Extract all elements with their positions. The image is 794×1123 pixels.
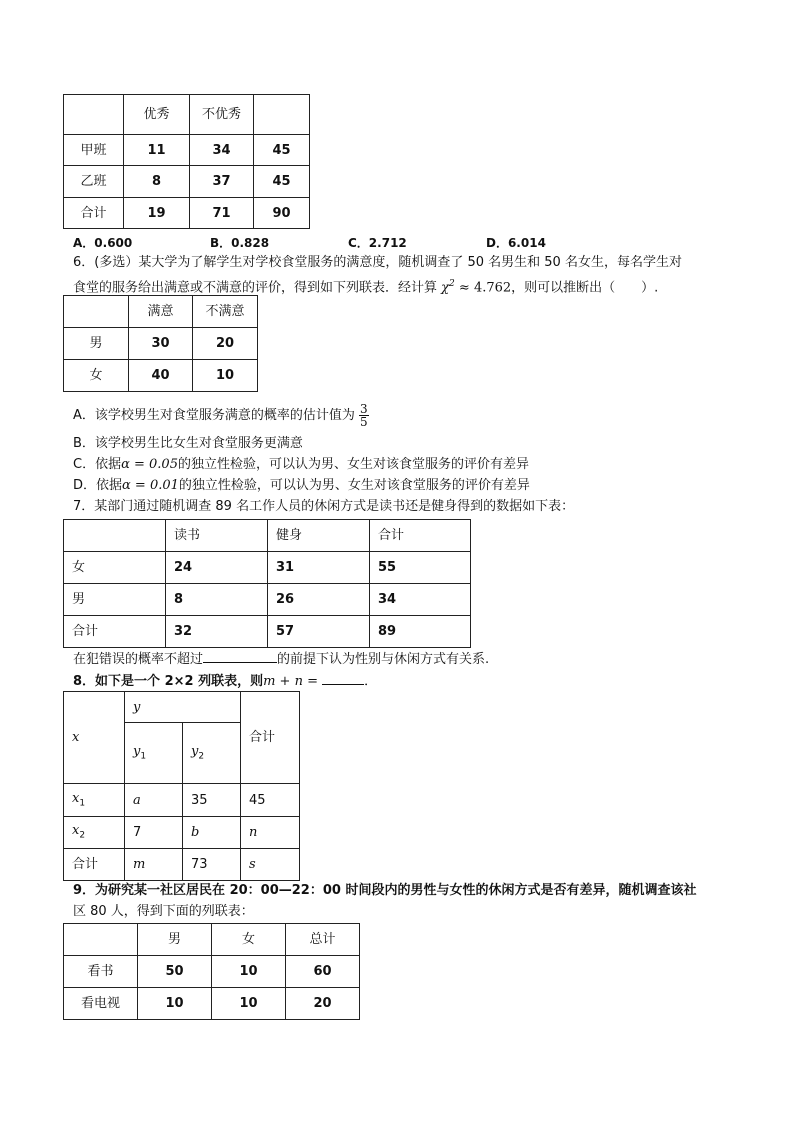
table-header-cell: 男 bbox=[138, 924, 212, 956]
q6-option-c-text: 的独立性检验，可以认为男、女生对该食堂服务的评价有差异 bbox=[177, 457, 529, 472]
table-header-cell: 满意 bbox=[129, 296, 193, 328]
table-row bbox=[64, 328, 258, 360]
table-row bbox=[64, 198, 310, 229]
row-label: 看书 bbox=[64, 956, 138, 988]
row-label: 女 bbox=[64, 552, 166, 584]
table-cell: 73 bbox=[183, 849, 241, 881]
q6-question-line2 bbox=[73, 275, 658, 297]
chi-symbol: χ bbox=[441, 280, 450, 296]
table-header-row bbox=[64, 692, 300, 723]
q6-option-c bbox=[73, 456, 529, 474]
table-row bbox=[64, 956, 360, 988]
row-label: 看电视 bbox=[64, 988, 138, 1020]
cell-b: b bbox=[191, 825, 200, 840]
q9-question-line2: 区 80 人，得到下面的列联表： bbox=[73, 904, 254, 919]
fraction-denominator: 5 bbox=[360, 415, 368, 429]
table-cell: 10 bbox=[212, 956, 286, 988]
table-cell: 24 bbox=[166, 552, 268, 584]
y-variable: y bbox=[133, 699, 141, 715]
table-2x2-contingency bbox=[63, 691, 300, 881]
table-cell: 34 bbox=[190, 135, 254, 166]
m-plus-n: m + n = bbox=[263, 674, 318, 689]
q5-option-d: D．6.014 bbox=[486, 236, 546, 250]
table-header-row bbox=[64, 296, 258, 328]
q6-line2-tail: ，则可以推断出（ ）. bbox=[511, 280, 659, 296]
table-cell: 90 bbox=[254, 198, 310, 229]
table-row bbox=[64, 849, 300, 881]
row-label bbox=[64, 784, 125, 817]
q5-option-c: C．2.712 bbox=[348, 236, 407, 250]
table-header-cell: 读书 bbox=[166, 520, 268, 552]
y2-label: y bbox=[191, 743, 199, 759]
table-cell: 20 bbox=[286, 988, 360, 1020]
table-cell: 37 bbox=[190, 166, 254, 198]
row-label bbox=[64, 817, 125, 849]
answer-blank bbox=[322, 672, 364, 685]
y1-label: y bbox=[133, 743, 141, 759]
table-cell bbox=[241, 817, 300, 849]
q8-title: 8．如下是一个 2×2 列联表，则 bbox=[73, 674, 264, 689]
table-cell bbox=[125, 784, 183, 817]
table-header-cell: 健身 bbox=[268, 520, 370, 552]
table-leisure-survey bbox=[63, 519, 471, 648]
table-cell: 11 bbox=[124, 135, 190, 166]
table-cell: 89 bbox=[370, 616, 471, 648]
table-cell: 30 bbox=[129, 328, 193, 360]
cell-m: m bbox=[133, 857, 146, 872]
table-cell: 10 bbox=[193, 360, 258, 392]
x1-label: x bbox=[72, 790, 80, 806]
q6-option-d-prefix: D．依据 bbox=[73, 478, 123, 493]
q6-option-b: B．该学校男生比女生对食堂服务更满意 bbox=[73, 436, 303, 451]
table-cell: 26 bbox=[268, 584, 370, 616]
table-row bbox=[64, 135, 310, 166]
x2-label: x bbox=[72, 823, 80, 839]
table-cell: 57 bbox=[268, 616, 370, 648]
table-cell: 50 bbox=[138, 956, 212, 988]
q5-option-b: B．0.828 bbox=[210, 236, 270, 250]
cell-s: s bbox=[249, 857, 256, 872]
table-cell: 40 bbox=[129, 360, 193, 392]
table-cell: 55 bbox=[370, 552, 471, 584]
table-row bbox=[64, 166, 310, 198]
row-label: 合计 bbox=[64, 849, 125, 881]
row-label: 合计 bbox=[64, 616, 166, 648]
table-header-row bbox=[64, 520, 471, 552]
q8-question bbox=[73, 672, 377, 691]
table-cell: 8 bbox=[124, 166, 190, 198]
table-cell bbox=[254, 95, 310, 135]
table-row bbox=[64, 988, 360, 1020]
q9-question-line1: 9．为研究某一社区居民在 20：00—22：00 时间段内的男性与女性的休闲方式是否有差异，随机调查该社 bbox=[73, 883, 697, 898]
y1-cell bbox=[125, 723, 183, 784]
row-label: 乙班 bbox=[64, 166, 124, 198]
table-header-cell: 不满意 bbox=[193, 296, 258, 328]
table-cell: 31 bbox=[268, 552, 370, 584]
table-row bbox=[64, 817, 300, 849]
table-row bbox=[64, 584, 471, 616]
table-cell bbox=[183, 817, 241, 849]
table-cell bbox=[64, 296, 129, 328]
total-header: 合计 bbox=[241, 692, 300, 784]
table-cell: 71 bbox=[190, 198, 254, 229]
row-label: 合计 bbox=[64, 198, 124, 229]
x-variable-cell bbox=[64, 692, 125, 784]
fraction-numerator: 3 bbox=[360, 402, 368, 416]
q6-option-d bbox=[73, 477, 530, 495]
x2-subscript: 2 bbox=[79, 830, 86, 841]
table-cell bbox=[64, 924, 138, 956]
cell-a: a bbox=[133, 792, 141, 808]
x-variable: x bbox=[72, 730, 80, 745]
table-cell bbox=[64, 520, 166, 552]
q7-question: 7．某部门通过随机调查 89 名工作人员的休闲方式是读书还是健身得到的数据如下表： bbox=[73, 499, 575, 514]
q6-option-d-text: 的独立性检验，可以认为男、女生对该食堂服务的评价有差异 bbox=[178, 478, 530, 493]
y2-cell bbox=[183, 723, 241, 784]
row-label: 甲班 bbox=[64, 135, 124, 166]
chi-superscript: 2 bbox=[449, 279, 455, 289]
y1-subscript: 1 bbox=[140, 751, 147, 762]
y2-subscript: 2 bbox=[198, 751, 205, 762]
fraction bbox=[359, 403, 369, 428]
table-cell: 20 bbox=[193, 328, 258, 360]
q6-question-line1: 6．(多选）某大学为了解学生对学校食堂服务的满意度，随机调查了 50 名男生和 50 名女生，每名学生对 bbox=[73, 255, 682, 270]
chi-value: ≈ 4.762 bbox=[458, 280, 512, 296]
y-variable-cell bbox=[125, 692, 241, 723]
table-cell: 34 bbox=[370, 584, 471, 616]
table-header-cell: 不优秀 bbox=[190, 95, 254, 135]
table-cell bbox=[241, 849, 300, 881]
q6-option-a bbox=[73, 401, 369, 431]
table-cell bbox=[125, 849, 183, 881]
table-cell: 32 bbox=[166, 616, 268, 648]
table-cell: 35 bbox=[183, 784, 241, 817]
answer-blank bbox=[203, 650, 277, 663]
q7-blank-suffix: 的前提下认为性别与休闲方式有关系. bbox=[277, 652, 490, 667]
table-header-cell: 女 bbox=[212, 924, 286, 956]
q6-option-a-text: A．该学校男生对食堂服务满意的概率的估计值为 bbox=[73, 408, 355, 423]
table-cell: 8 bbox=[166, 584, 268, 616]
cell-n: n bbox=[249, 825, 258, 840]
table-class-excellence bbox=[63, 94, 310, 229]
table-header-cell: 总计 bbox=[286, 924, 360, 956]
table-header-row bbox=[64, 924, 360, 956]
alpha-value: α = 0.05 bbox=[121, 457, 178, 472]
q6-option-c-prefix: C．依据 bbox=[73, 457, 122, 472]
q7-blank-sentence bbox=[73, 650, 489, 669]
table-cell: 7 bbox=[125, 817, 183, 849]
table-row bbox=[64, 616, 471, 648]
table-cell: 10 bbox=[212, 988, 286, 1020]
table-cell: 45 bbox=[254, 135, 310, 166]
table-cell bbox=[64, 95, 124, 135]
table-satisfaction bbox=[63, 295, 258, 392]
table-header-cell: 合计 bbox=[370, 520, 471, 552]
table-header-row bbox=[64, 95, 310, 135]
table-cell: 45 bbox=[254, 166, 310, 198]
table-cell: 19 bbox=[124, 198, 190, 229]
table-community-leisure bbox=[63, 923, 360, 1020]
table-cell: 60 bbox=[286, 956, 360, 988]
table-cell: 45 bbox=[241, 784, 300, 817]
q5-option-a: A．0.600 bbox=[73, 236, 133, 250]
table-cell: 10 bbox=[138, 988, 212, 1020]
x1-subscript: 1 bbox=[79, 798, 86, 809]
table-header-cell: 优秀 bbox=[124, 95, 190, 135]
table-row bbox=[64, 784, 300, 817]
table-row bbox=[64, 360, 258, 392]
alpha-value: α = 0.01 bbox=[122, 478, 179, 493]
table-row bbox=[64, 552, 471, 584]
row-label: 女 bbox=[64, 360, 129, 392]
row-label: 男 bbox=[64, 584, 166, 616]
q6-line2-text: 食堂的服务给出满意或不满意的评价，得到如下列联表．经计算 bbox=[73, 280, 438, 296]
q8-title-tail: ． bbox=[364, 674, 378, 689]
row-label: 男 bbox=[64, 328, 129, 360]
q7-blank-prefix: 在犯错误的概率不超过 bbox=[73, 652, 204, 667]
